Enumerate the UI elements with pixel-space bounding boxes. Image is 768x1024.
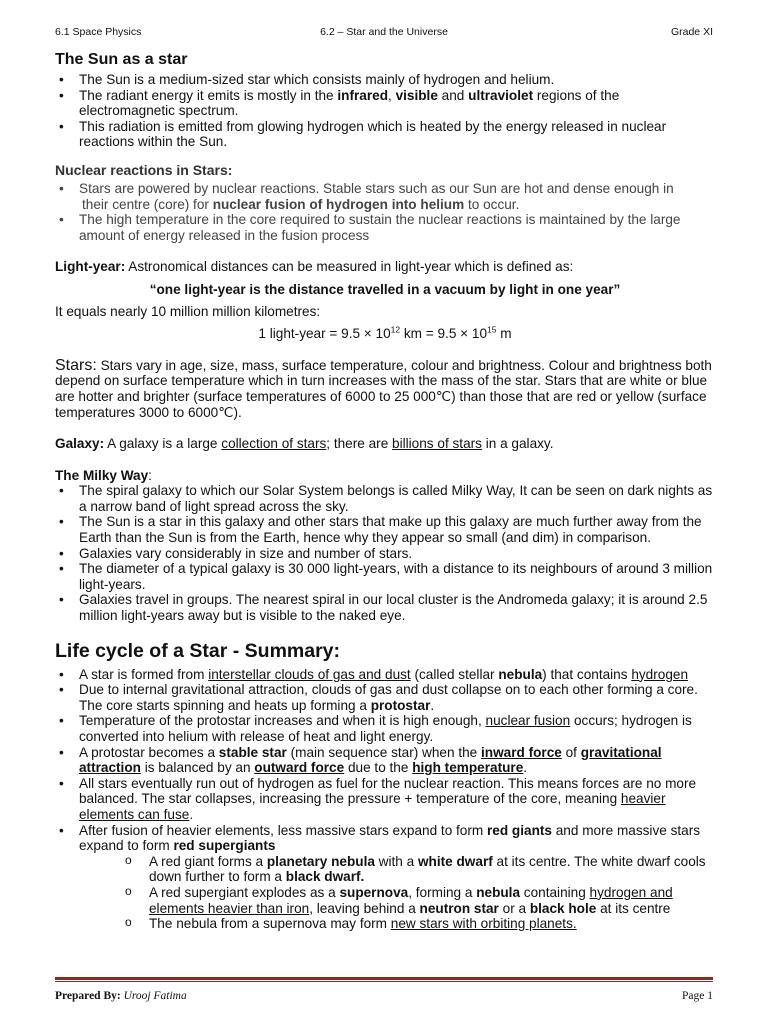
- fusion-term: nuclear fusion of hydrogen into helium: [212, 196, 465, 212]
- nuclear-section-title: Nuclear reactions in Stars:: [55, 161, 233, 178]
- prepared-by-label: Prepared By:: [55, 990, 121, 1002]
- milky-way-title: [55, 468, 715, 484]
- nuclear-bullet-1-end: to occur.: [464, 196, 520, 212]
- heavier-elements-term: heavier elements can fuse: [79, 791, 666, 822]
- s3-text: The nebula from a supernova may form: [149, 916, 391, 932]
- sun-bullet-2-and: and: [437, 87, 469, 103]
- lc2-end: .: [430, 697, 435, 713]
- eq-part-b: km = 9.5 × 10: [400, 326, 488, 342]
- life-cycle-bullet-list: [55, 667, 715, 932]
- galaxy-label: Galaxy:: [55, 436, 105, 452]
- eq-exponent-1: 12: [390, 324, 401, 335]
- eq-part-c: m: [496, 326, 512, 342]
- eq-exponent-2: 15: [487, 324, 497, 335]
- interstellar-clouds-term: interstellar clouds of gas and dust: [208, 666, 411, 682]
- lc2-text: Due to internal gravitational attraction, clouds of gas and dust collapse on to each other forming a core. The core starts spinning and heats up forming a: [79, 682, 698, 713]
- life-cycle-bullet-3: [55, 713, 715, 744]
- eq-part-a: 1 light-year = 9.5 × 10: [258, 326, 391, 342]
- milky-way-bullet-4: • The diameter of a typical galaxy is 30 000 light-years, with a distance to its neighbours of around 3 million light-years.: [55, 561, 715, 592]
- lightyear-quote: “one light-year is the distance travelled in a vacuum by light in one year”: [149, 281, 621, 297]
- lc6-text-2: and more massive stars expand to form: [79, 822, 701, 854]
- lc4-end: .: [523, 760, 528, 776]
- red-supergiants-term: red supergiants: [173, 838, 276, 854]
- planetary-nebula-term: planetary nebula: [266, 853, 375, 869]
- lc1-text-3: ) that contains: [542, 666, 632, 682]
- milky-way-bullet-2: • The Sun is a star in this galaxy and other stars that make up this galaxy are much further away from the Earth than the Sun is from the Earth, hence why they appear so small (and dim) in comparison.: [55, 514, 715, 545]
- lc4-text-4: is balanced by an: [140, 760, 255, 776]
- s2-text-3: containing: [520, 884, 590, 900]
- nebula-term: nebula: [498, 666, 543, 682]
- lightyear-text: Astronomical distances can be measured in light-year which is defined as:: [125, 259, 574, 275]
- milky-way-bullet-list: [55, 483, 715, 623]
- s2-text-4: , leaving behind a: [309, 900, 420, 916]
- protostar-term: protostar: [370, 697, 431, 713]
- lightyear-equation: [55, 326, 715, 342]
- life-cycle-sub-list: [79, 854, 715, 932]
- lc5-end: .: [189, 806, 194, 822]
- s1-text-3: at its centre. The white dwarf cools down further to form a: [149, 853, 706, 885]
- red-giants-term: red giants: [487, 822, 552, 838]
- lightyear-definition: [55, 259, 715, 275]
- black-hole-term: black hole: [529, 900, 597, 916]
- nuclear-bullet-1-line2: their centre (core) for: [82, 196, 213, 212]
- s1-text-1: A red giant forms a: [149, 853, 267, 869]
- footer-rule-thin: [55, 981, 713, 982]
- visible-term: visible: [395, 87, 438, 103]
- sun-bullet-3: • This radiation is emitted from glowing hydrogen which is heated by the energy released in nuclear reactions within the Sun.: [55, 119, 715, 150]
- supernova-term: supernova: [339, 884, 409, 900]
- hydrogen-term: hydrogen: [631, 666, 689, 682]
- collection-of-stars-term: collection of stars: [221, 436, 327, 452]
- sun-bullet-1: • The Sun is a medium-sized star which consists mainly of hydrogen and helium.: [55, 72, 715, 88]
- s2-text-2: , forming a: [408, 884, 477, 900]
- life-cycle-bullet-1: [55, 667, 715, 683]
- nuclear-bullet-2: • The high temperature in the core required to sustain the nuclear reactions is maintained by the large amount of energy released in the fusion process: [55, 212, 715, 243]
- document-body: [55, 50, 715, 932]
- neutron-star-term: neutron star: [419, 900, 499, 916]
- life-cycle-bullet-2: [55, 682, 715, 713]
- lightyear-label: Light-year:: [55, 259, 126, 275]
- life-cycle-bullet-5: [55, 776, 715, 823]
- life-cycle-bullet-6: [55, 823, 715, 932]
- galaxy-text-2: ; there are: [326, 436, 393, 452]
- lc4-text-3: of: [561, 744, 581, 760]
- lc6-text-1: After fusion of heavier elements, less massive stars expand to form: [79, 822, 487, 838]
- inward-force-term: inward force: [481, 744, 562, 760]
- sub-bullet-2: [125, 885, 715, 916]
- stars-paragraph: [55, 358, 715, 420]
- s1-text-2: with a: [374, 853, 418, 869]
- nuclear-bullet-list: [55, 181, 715, 243]
- high-temperature-term: high temperature: [412, 760, 524, 776]
- sub-bullet-3: [125, 916, 715, 932]
- life-cycle-bullet-4: [55, 745, 715, 776]
- milky-way-bullet-1: • The spiral galaxy to which our Solar System belongs is called Milky Way, It can be seen on dark nights as a narrow band of light spread across the sky.: [55, 483, 715, 514]
- stable-star-term: stable star: [218, 744, 287, 760]
- lc1-text-2: (called stellar: [410, 666, 499, 682]
- white-dwarf-term: white dwarf: [417, 853, 493, 869]
- sun-bullet-list: [55, 72, 715, 150]
- nuclear-fusion-term: nuclear fusion: [485, 713, 571, 729]
- nuclear-bullet-1: [55, 181, 715, 212]
- stars-colon: :: [92, 356, 97, 374]
- milky-way-bullet-5: • Galaxies travel in groups. The nearest spiral in our local cluster is the Andromeda galaxy; it is around 2.5 million light-years away but is visible to the naked eye.: [55, 592, 715, 623]
- s2-text-1: A red supergiant explodes as a: [149, 884, 340, 900]
- lc4-text-5: due to the: [344, 760, 413, 776]
- heavier-than-iron-term: hydrogen and elements heavier than iron: [149, 884, 673, 916]
- lc1-text-1: A star is formed from: [79, 666, 209, 682]
- sun-bullet-2-comma: ,: [388, 87, 396, 103]
- galaxy-text-1: A galaxy is a large: [104, 436, 222, 452]
- new-stars-term: new stars with orbiting planets.: [390, 916, 577, 932]
- lightyear-equals: It equals nearly 10 million million kilometres:: [55, 303, 321, 319]
- ultraviolet-term: ultraviolet: [468, 87, 534, 103]
- s2-text-5: or a: [498, 900, 530, 916]
- stars-label: Stars: [55, 356, 93, 374]
- header-center: 6.2 – Star and the Universe: [320, 26, 448, 38]
- lc5-text: All stars eventually run out of hydrogen as fuel for the nuclear reaction. This means forces are no more balanced. The star collapses, increasing the pressure + temperature of the core, meaning: [79, 775, 697, 807]
- infrared-term: infrared: [337, 87, 389, 103]
- lc4-text-1: A protostar becomes a: [79, 744, 219, 760]
- sun-bullet-2: [55, 88, 715, 119]
- black-dwarf-term: black dwarf.: [285, 869, 365, 885]
- lc4-text-2: (main sequence star) when the: [286, 744, 482, 760]
- header-right: Grade XI: [670, 26, 713, 38]
- lc3-text-1: Temperature of the protostar increases and when it is high enough,: [79, 713, 486, 729]
- sub-bullet-1: [125, 854, 715, 885]
- life-cycle-title: Life cycle of a Star - Summary:: [55, 639, 341, 662]
- lc3-text-2: occurs; hydrogen is converted into helium with release of heat and light energy.: [79, 713, 692, 744]
- milky-way-label: The Milky Way: [55, 467, 149, 483]
- milky-way-colon: :: [148, 467, 152, 483]
- page-number: Page 1: [682, 990, 713, 1002]
- nuclear-bullet-1-line1: Stars are powered by nuclear reactions. Stable stars such as our Sun are hot and dense enough in: [79, 180, 674, 196]
- galaxy-paragraph: [55, 436, 715, 452]
- author-name: Urooj Fatima: [123, 990, 187, 1002]
- sun-section-title: The Sun as a star: [55, 51, 188, 68]
- sun-bullet-2-end: regions of the electromagnetic spectrum.: [79, 87, 620, 119]
- sun-bullet-2-text: The radiant energy it emits is mostly in the: [79, 87, 338, 103]
- milky-way-bullet-3: • Galaxies vary considerably in size and number of stars.: [55, 546, 715, 562]
- galaxy-text-3: in a galaxy.: [481, 436, 554, 452]
- footer-author: [55, 990, 187, 1002]
- stars-text: Stars vary in age, size, mass, surface temperature, colour and brightness. Colour and brightness both depend on surface temperature which in turn increases with the mass of the star. Stars that are white or blue are hotter and brighter (surface temperatures of 6000 to 25 000℃) than those that are red or yellow (surface temperatures 3000 to 6000℃).: [55, 357, 712, 420]
- outward-force-term: outward force: [254, 760, 345, 776]
- footer-rule: [55, 977, 713, 980]
- header-left: 6.1 Space Physics: [55, 26, 142, 38]
- nebula-term-2: nebula: [476, 884, 521, 900]
- billions-of-stars-term: billions of stars: [392, 436, 482, 452]
- s2-end: at its centre: [596, 900, 671, 916]
- gravitational-attraction-term: gravitational attraction: [79, 744, 662, 776]
